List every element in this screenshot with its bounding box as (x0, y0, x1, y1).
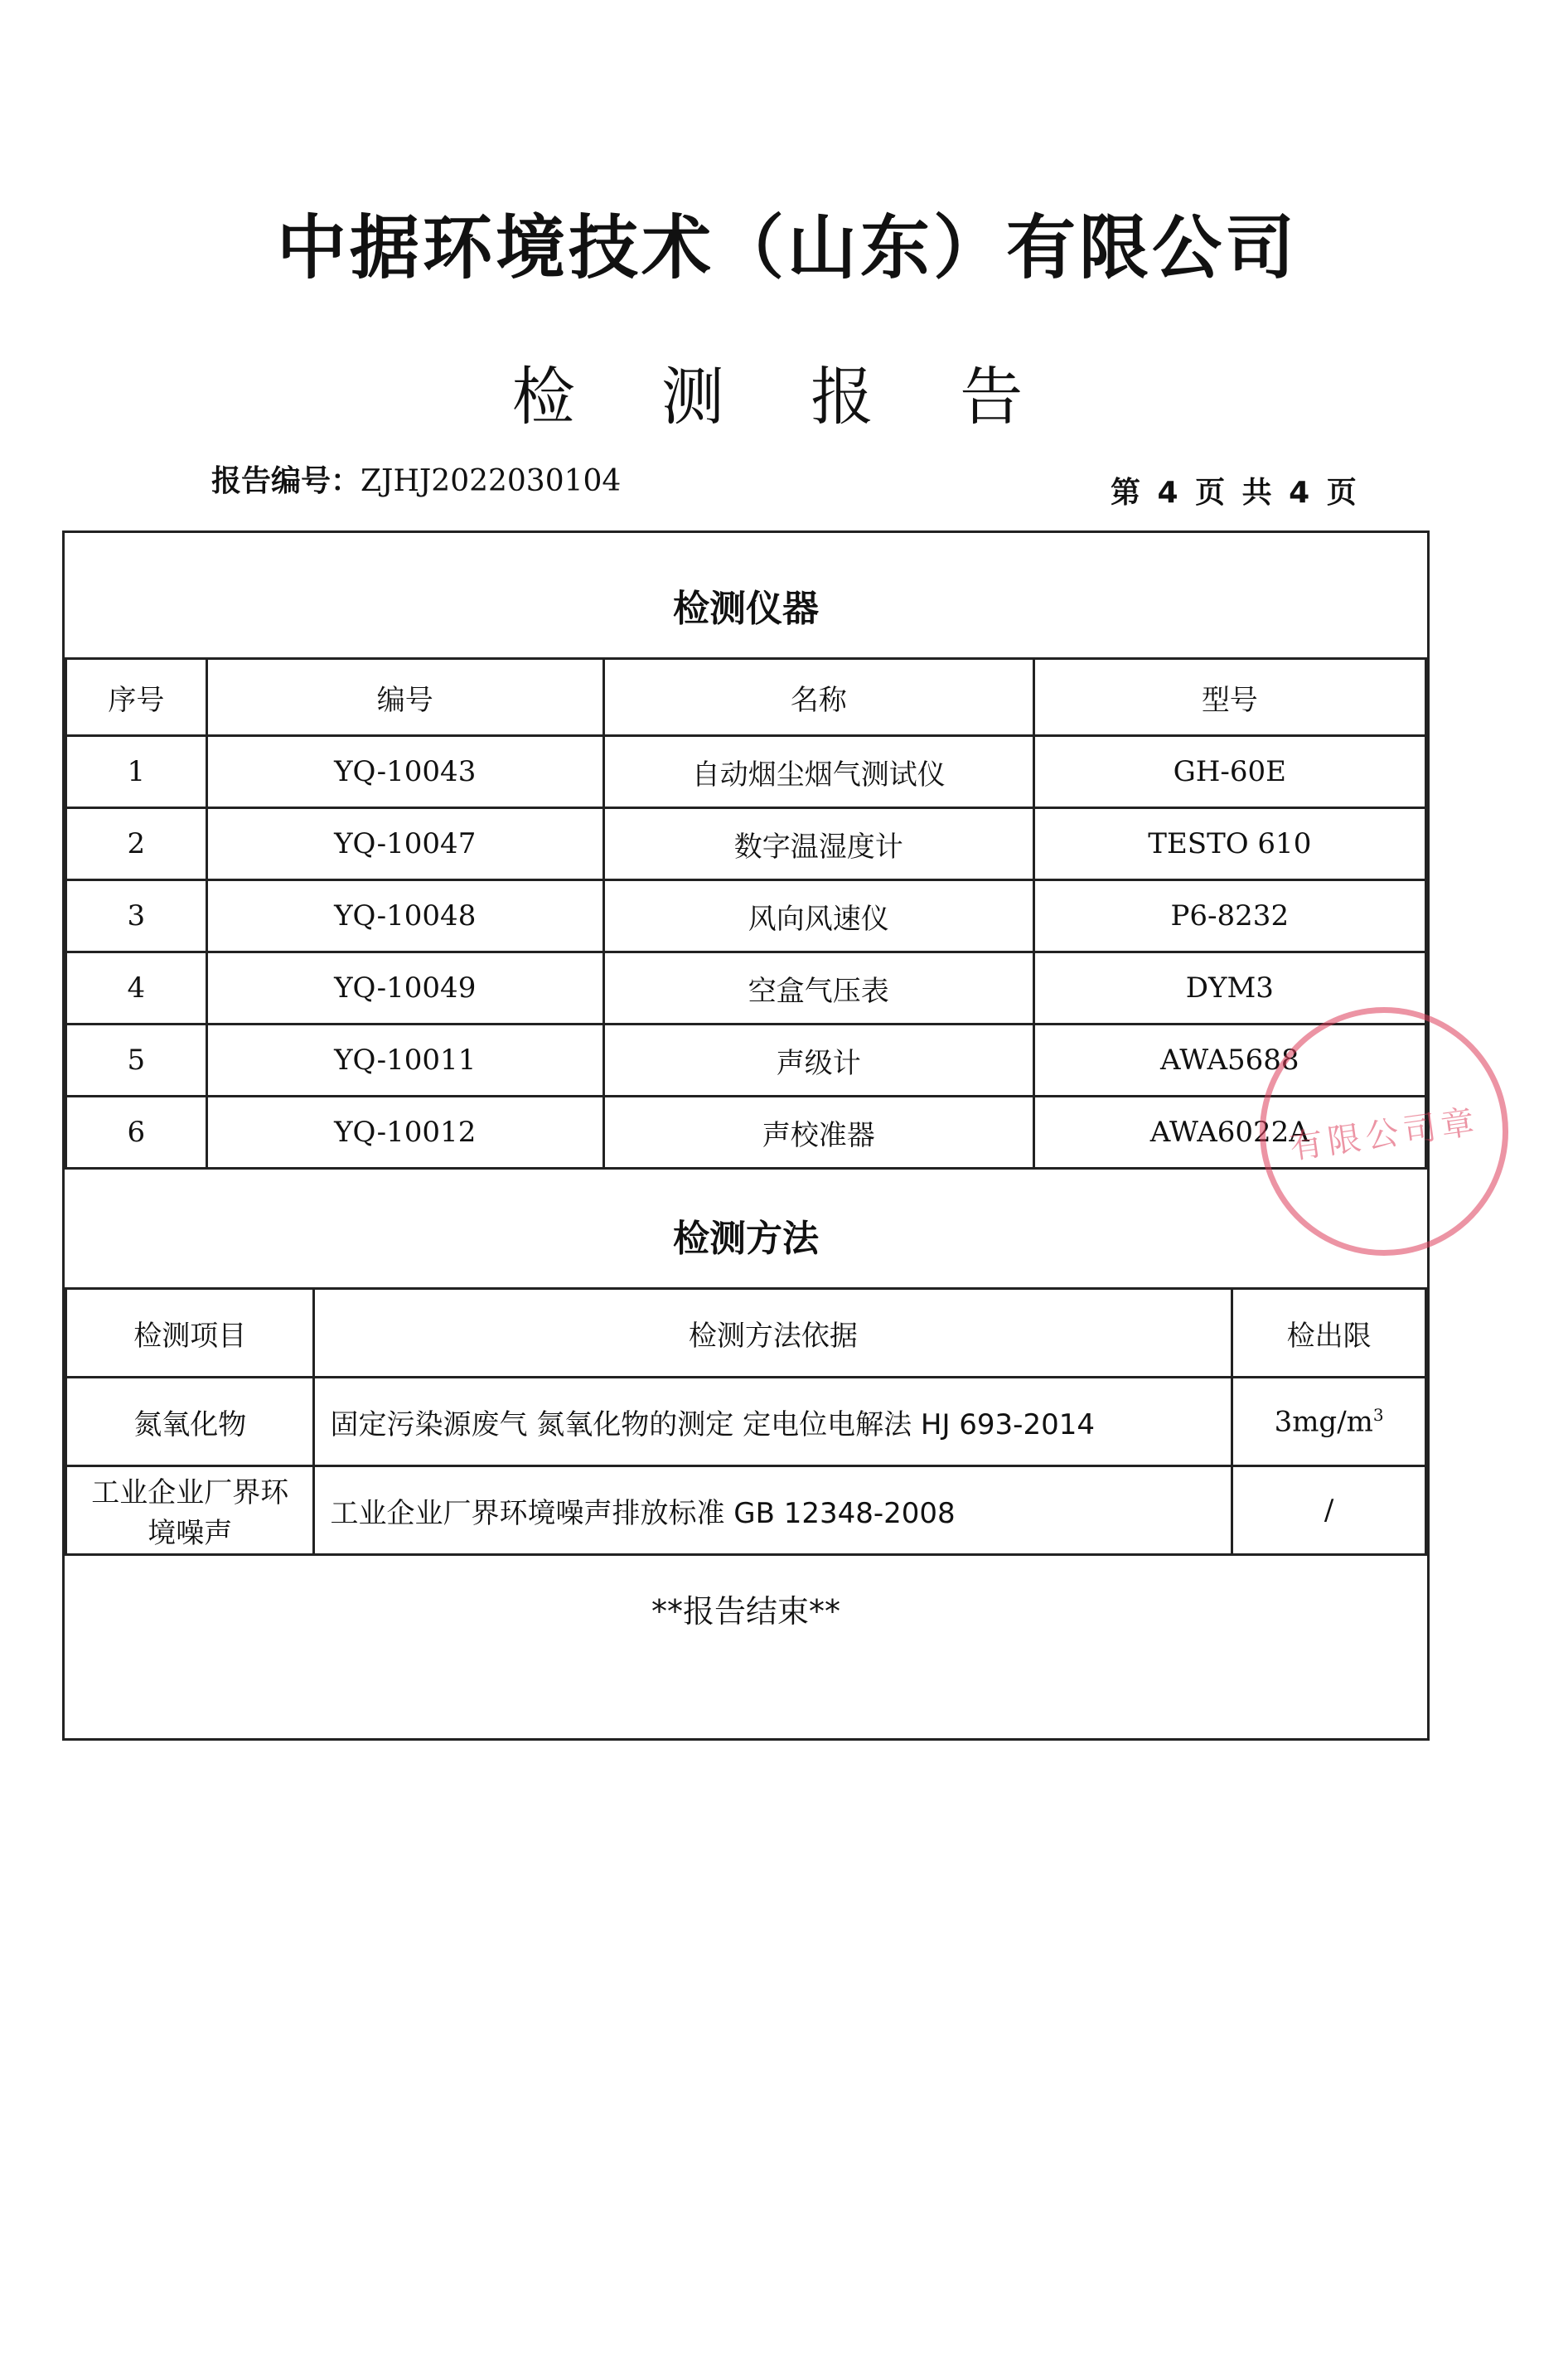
cell-name: 声校准器 (603, 1097, 1033, 1169)
limit-exponent: 3 (1372, 1404, 1384, 1425)
header-cell: 名称 (603, 659, 1033, 736)
table-row (66, 1025, 1426, 1097)
cell-item: 工业企业厂界环境噪声 (66, 1466, 314, 1555)
cell-code: YQ-10043 (206, 736, 603, 808)
instruments-table (65, 657, 1427, 1170)
header-cell: 编号 (206, 659, 603, 736)
cell-code: YQ-10048 (206, 880, 603, 952)
report-number (211, 458, 621, 500)
cell-index: 2 (66, 808, 207, 880)
cell-index: 1 (66, 736, 207, 808)
table-row (66, 736, 1426, 808)
cell-code: YQ-10011 (206, 1025, 603, 1097)
table-header-row (66, 1289, 1426, 1378)
seal-text: 有限公司章 (1287, 1102, 1482, 1167)
report-number-label: 报告编号： (211, 464, 361, 498)
cell-name: 声级计 (603, 1025, 1033, 1097)
cell-index: 4 (66, 952, 207, 1025)
cell-name: 数字温湿度计 (603, 808, 1033, 880)
table-row (66, 808, 1426, 880)
cell-model: TESTO 610 (1033, 808, 1425, 880)
header-cell: 序号 (66, 659, 207, 736)
cell-method: 工业企业厂界环境噪声排放标准 GB 12348-2008 (314, 1466, 1232, 1555)
cell-index: 6 (66, 1097, 207, 1169)
report-frame (62, 530, 1430, 1741)
instruments-title: 检测仪器 (673, 588, 819, 630)
cell-model: DYM3 (1033, 952, 1425, 1025)
cell-model: GH-60E (1033, 736, 1425, 808)
cell-code: YQ-10012 (206, 1097, 603, 1169)
cell-name: 风向风速仪 (603, 880, 1033, 952)
limit-value: 3mg/m (1274, 1405, 1373, 1439)
company-name: 中据环境技术（山东）有限公司 (276, 207, 1298, 288)
methods-title: 检测方法 (673, 1218, 819, 1260)
cell-limit (1232, 1378, 1426, 1466)
cell-model: AWA6022A (1033, 1097, 1425, 1169)
cell-model: P6-8232 (1033, 880, 1425, 952)
cell-index: 3 (66, 880, 207, 952)
report-title: 检 测 报 告 (511, 360, 1057, 434)
table-row (66, 1378, 1426, 1466)
cell-limit: / (1232, 1466, 1426, 1555)
header-cell: 检出限 (1232, 1289, 1426, 1378)
cell-name: 空盒气压表 (603, 952, 1033, 1025)
cell-code: YQ-10049 (206, 952, 603, 1025)
report-number-value: ZJHJ2022030104 (361, 464, 622, 498)
page-number: 第 4 页 共 4 页 (1111, 476, 1357, 510)
cell-item: 氮氧化物 (66, 1378, 314, 1466)
table-header-row (66, 659, 1426, 736)
cell-name: 自动烟尘烟气测试仪 (603, 736, 1033, 808)
header-cell: 检测方法依据 (314, 1289, 1232, 1378)
cell-code: YQ-10047 (206, 808, 603, 880)
table-row (66, 1466, 1426, 1555)
header-cell: 型号 (1033, 659, 1425, 736)
table-row (66, 880, 1426, 952)
table-row (66, 952, 1426, 1025)
header-cell: 检测项目 (66, 1289, 314, 1378)
company-seal (1244, 991, 1525, 1272)
table-row (66, 1097, 1426, 1169)
cell-model: AWA5688 (1033, 1025, 1425, 1097)
cell-method: 固定污染源废气 氮氧化物的测定 定电位电解法 HJ 693-2014 (314, 1378, 1232, 1466)
methods-table (65, 1287, 1427, 1556)
cell-index: 5 (66, 1025, 207, 1097)
report-end: **报告结束** (651, 1593, 840, 1630)
